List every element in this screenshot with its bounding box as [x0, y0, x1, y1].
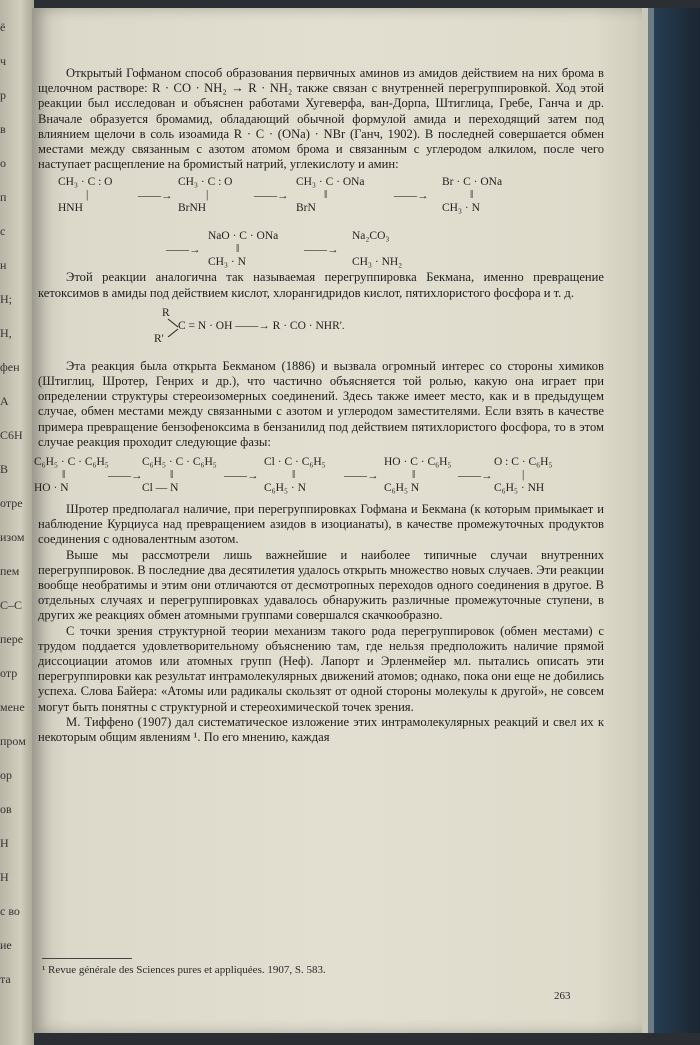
page-number: 263: [554, 990, 571, 1002]
left-page-fragment: ов: [0, 802, 12, 816]
formula-line: C₆H₅ N: [384, 482, 420, 495]
beckmann-bond-lines: [166, 313, 180, 341]
page-text: [34, 66, 604, 745]
left-page-fragment: ор: [0, 768, 12, 782]
left-page-fragment: В: [0, 462, 9, 476]
benzophenone-scheme: [34, 450, 604, 502]
reaction-arrow: ——→: [458, 470, 493, 483]
beckmann-main: C = N · OH ——→ R · CO · NHR'.: [178, 319, 345, 332]
paragraph-theory: С точки зрения структурной теории механизм такого рода перегруппировок (обмен местами) с трудом поддается удовлетворительному объяснению там, где нельзя предположить наличие прямой диссоциации атомов или атомных групп (Неф). Лапорт и Эрленмейер мл. пытались описать эти перегруппировки как результат интрамолекулярных движений атомов; однако, пока они еще не добились успеха. Слова Байера: «Атомы или радикалы скользят от одной стороны молекулы к другой», не совсем могут быть понятны с структурной и стереохимической точек зрения.: [38, 623, 604, 714]
left-page-fragment: Н,: [0, 326, 12, 340]
left-page-fragment: п: [0, 190, 7, 204]
formula-line: Na₂CO₃: [352, 230, 390, 243]
formula-line: CH₃ · NH₂: [352, 256, 403, 269]
reaction-arrow: ——→: [254, 190, 289, 203]
formula-line: ‖: [236, 243, 240, 256]
book-cover: [654, 8, 700, 1033]
formula: [58, 176, 113, 215]
left-page-fragment: та: [0, 972, 11, 986]
left-page-fragment: отр: [0, 666, 18, 680]
footnote-rule: [42, 958, 132, 959]
left-page-fragment: н: [0, 258, 7, 272]
formula-line: ‖: [470, 189, 474, 202]
beckmann-equation: [38, 301, 604, 359]
beckmann-r-bottom: R': [154, 332, 164, 345]
formula-line: CH₃ · C · ONa: [296, 176, 365, 189]
formula-line: ‖: [324, 189, 328, 202]
formula-line: HNH: [58, 202, 83, 215]
left-page-fragment: с: [0, 224, 6, 238]
formula-line: CH₃ · N: [442, 202, 480, 215]
formula: [494, 456, 553, 495]
left-page-fragment: пере: [0, 632, 24, 646]
formula-line: ‖: [412, 469, 416, 482]
formula-line: |: [522, 469, 525, 482]
paragraph-hofmann: Открытый Гофманом способ образования первичных аминов из амидов действием на них брома в щелочном растворе: R · CO · NH₂ → R · NH₂ также связан с внутренней перегруппировкой. Ход этой реакции был исследован и объяснен работами Хугеверфа, ван-Дорпа, Штиглица, Гребе, Ганча и др. Вначале образуется бромамид, обладающий обычной формулой амида и переходящий затем под влиянием щелочи в соль изоамида R · C · (ONa) · NBr (Ганч, 1902). В последней совершается обмен местами между связанным с азотом атомом брома и связанным с углеродом алкилом, после чего наступает расщепление на бромистый натрий, углекислоту и амин:: [38, 66, 604, 172]
left-page-fragment: ч: [0, 54, 7, 68]
left-page-fragment: отре: [0, 496, 23, 510]
formula-line: NaO · C · ONa: [208, 230, 279, 243]
left-page-fragment: ё: [0, 20, 6, 34]
left-page-fragment: с во: [0, 904, 20, 918]
reaction-arrow: ——→: [394, 190, 429, 203]
left-page-fragment: Н;: [0, 292, 12, 306]
left-page-margin: [0, 0, 34, 1045]
formula-line: ‖: [62, 469, 66, 482]
reaction-arrow: ——→: [224, 470, 259, 483]
formula-line: CH₃ · C : O: [178, 176, 233, 189]
left-page-fragment: Н: [0, 836, 9, 850]
formula-line: ‖: [292, 469, 296, 482]
formula: [296, 176, 365, 215]
formula: [442, 176, 502, 215]
reaction-arrow: ——→: [304, 244, 339, 257]
formula-line: Cl — N: [142, 482, 179, 495]
formula-line: CH₃ · C : O: [58, 176, 113, 189]
reaction-arrow: ——→: [344, 470, 379, 483]
formula-line: C₆H₅ · NH: [494, 482, 545, 495]
formula-line: Br · C · ONa: [442, 176, 503, 189]
paragraph-tiffeneau: М. Тиффено (1907) дал систематическое изложение этих интрамолекулярных реакций и свел их к некоторым общим явлениям ¹. По его мнению, каждая: [38, 714, 604, 745]
formula: [34, 456, 109, 495]
paragraph-benzophenone: Эта реакция была открыта Бекманом (1886) и вызвала огромный интерес со стороны химиков (Штиглиц, Шротер, Генрих и др.), что частично объясняется той ролью, какую она играет при определении структуры стереоизомерных соединений. Здесь также имеет место, как и в предыдущем случае, обмен местами между связанными с азотом и углеродом заместителями. Если взять в качестве примера превращение бензофеноксима в бензанилид под действием пятихлористого фосфора, то в этом случае реакция проходит следующие фазы:: [38, 358, 604, 449]
formula-line: CH₃ · N: [208, 256, 246, 269]
left-page-fragment: С–С: [0, 598, 23, 612]
formula-line: |: [86, 189, 89, 202]
left-page-fragment: р: [0, 88, 6, 102]
formula-line: BrNH: [178, 202, 207, 215]
formula-line: C₆H₅ · C · C₆H₅: [34, 456, 109, 469]
left-page-fragment: фен: [0, 360, 20, 374]
formula-line: C₆H₅ · C · C₆H₅: [142, 456, 217, 469]
left-page-fragment: в: [0, 122, 6, 136]
formula-line: Cl · C · C₆H₅: [264, 456, 326, 469]
formula-line: ‖: [170, 469, 174, 482]
formula: [352, 230, 402, 269]
paragraph-overview: Выше мы рассмотрели лишь важнейшие и наиболее типичные случаи внутренних перегруппировок. В последние два десятилетия удалось открыть множество новых случаев. Эти реакции вообще необратимы и этим они отличаются от десмотропных переходов одного соединения в другое. В отдельных случаях и перегруппировках удавалось обнаружить различные промежуточные ступени, в других же реакциях обмен атомными группами совершался скачкообразно.: [38, 547, 604, 623]
left-page-fragment: изом: [0, 530, 25, 544]
formula-line: O : C · C₆H₅: [494, 456, 553, 469]
formula: [208, 230, 278, 269]
hofmann-scheme: [38, 172, 604, 270]
formula: [384, 456, 451, 495]
formula-line: HO · C · C₆H₅: [384, 456, 452, 469]
formula: [142, 456, 217, 495]
formula-line: [352, 243, 402, 256]
footnote: ¹ Revue générale des Sciences pures et appliquées. 1907, S. 583.: [42, 964, 326, 976]
left-page-fragment: С6Н: [0, 428, 23, 442]
formula-line: |: [206, 189, 209, 202]
paragraph-schroeter: Шротер предполагал наличие, при перегруппировках Гофмана и Бекмана (к которым примыкает и наблюдение Курциуса над превращением азидов в изоцианаты), в качестве промежуточных продуктов соединения с одновалентным азотом.: [38, 502, 604, 547]
paragraph-beckmann: Этой реакции аналогична так называемая перегруппировка Бекмана, именно превращение кетоксимов в амиды под действием кислот, хлорангидридов кислот, пятихлористого фосфора и т. д.: [38, 270, 604, 300]
beckmann-r-top: R: [162, 306, 170, 319]
left-page-fragment: пром: [0, 734, 26, 748]
reaction-arrow: ——→: [166, 244, 201, 257]
formula-line: BrN: [296, 202, 316, 215]
formula: [178, 176, 233, 215]
left-page-fragment: Н: [0, 870, 9, 884]
left-page-fragment: А: [0, 394, 9, 408]
formula: [264, 456, 326, 495]
left-page-fragment: о: [0, 156, 6, 170]
left-page-fragment: пем: [0, 564, 20, 578]
reaction-arrow: ——→: [108, 470, 143, 483]
left-page-fragment: ие: [0, 938, 12, 952]
formula-line: HO · N: [34, 482, 69, 495]
left-page-fragment: мене: [0, 700, 25, 714]
book-page: [32, 8, 642, 1033]
reaction-arrow: ——→: [138, 190, 173, 203]
formula-line: C₆H₅ · N: [264, 482, 306, 495]
